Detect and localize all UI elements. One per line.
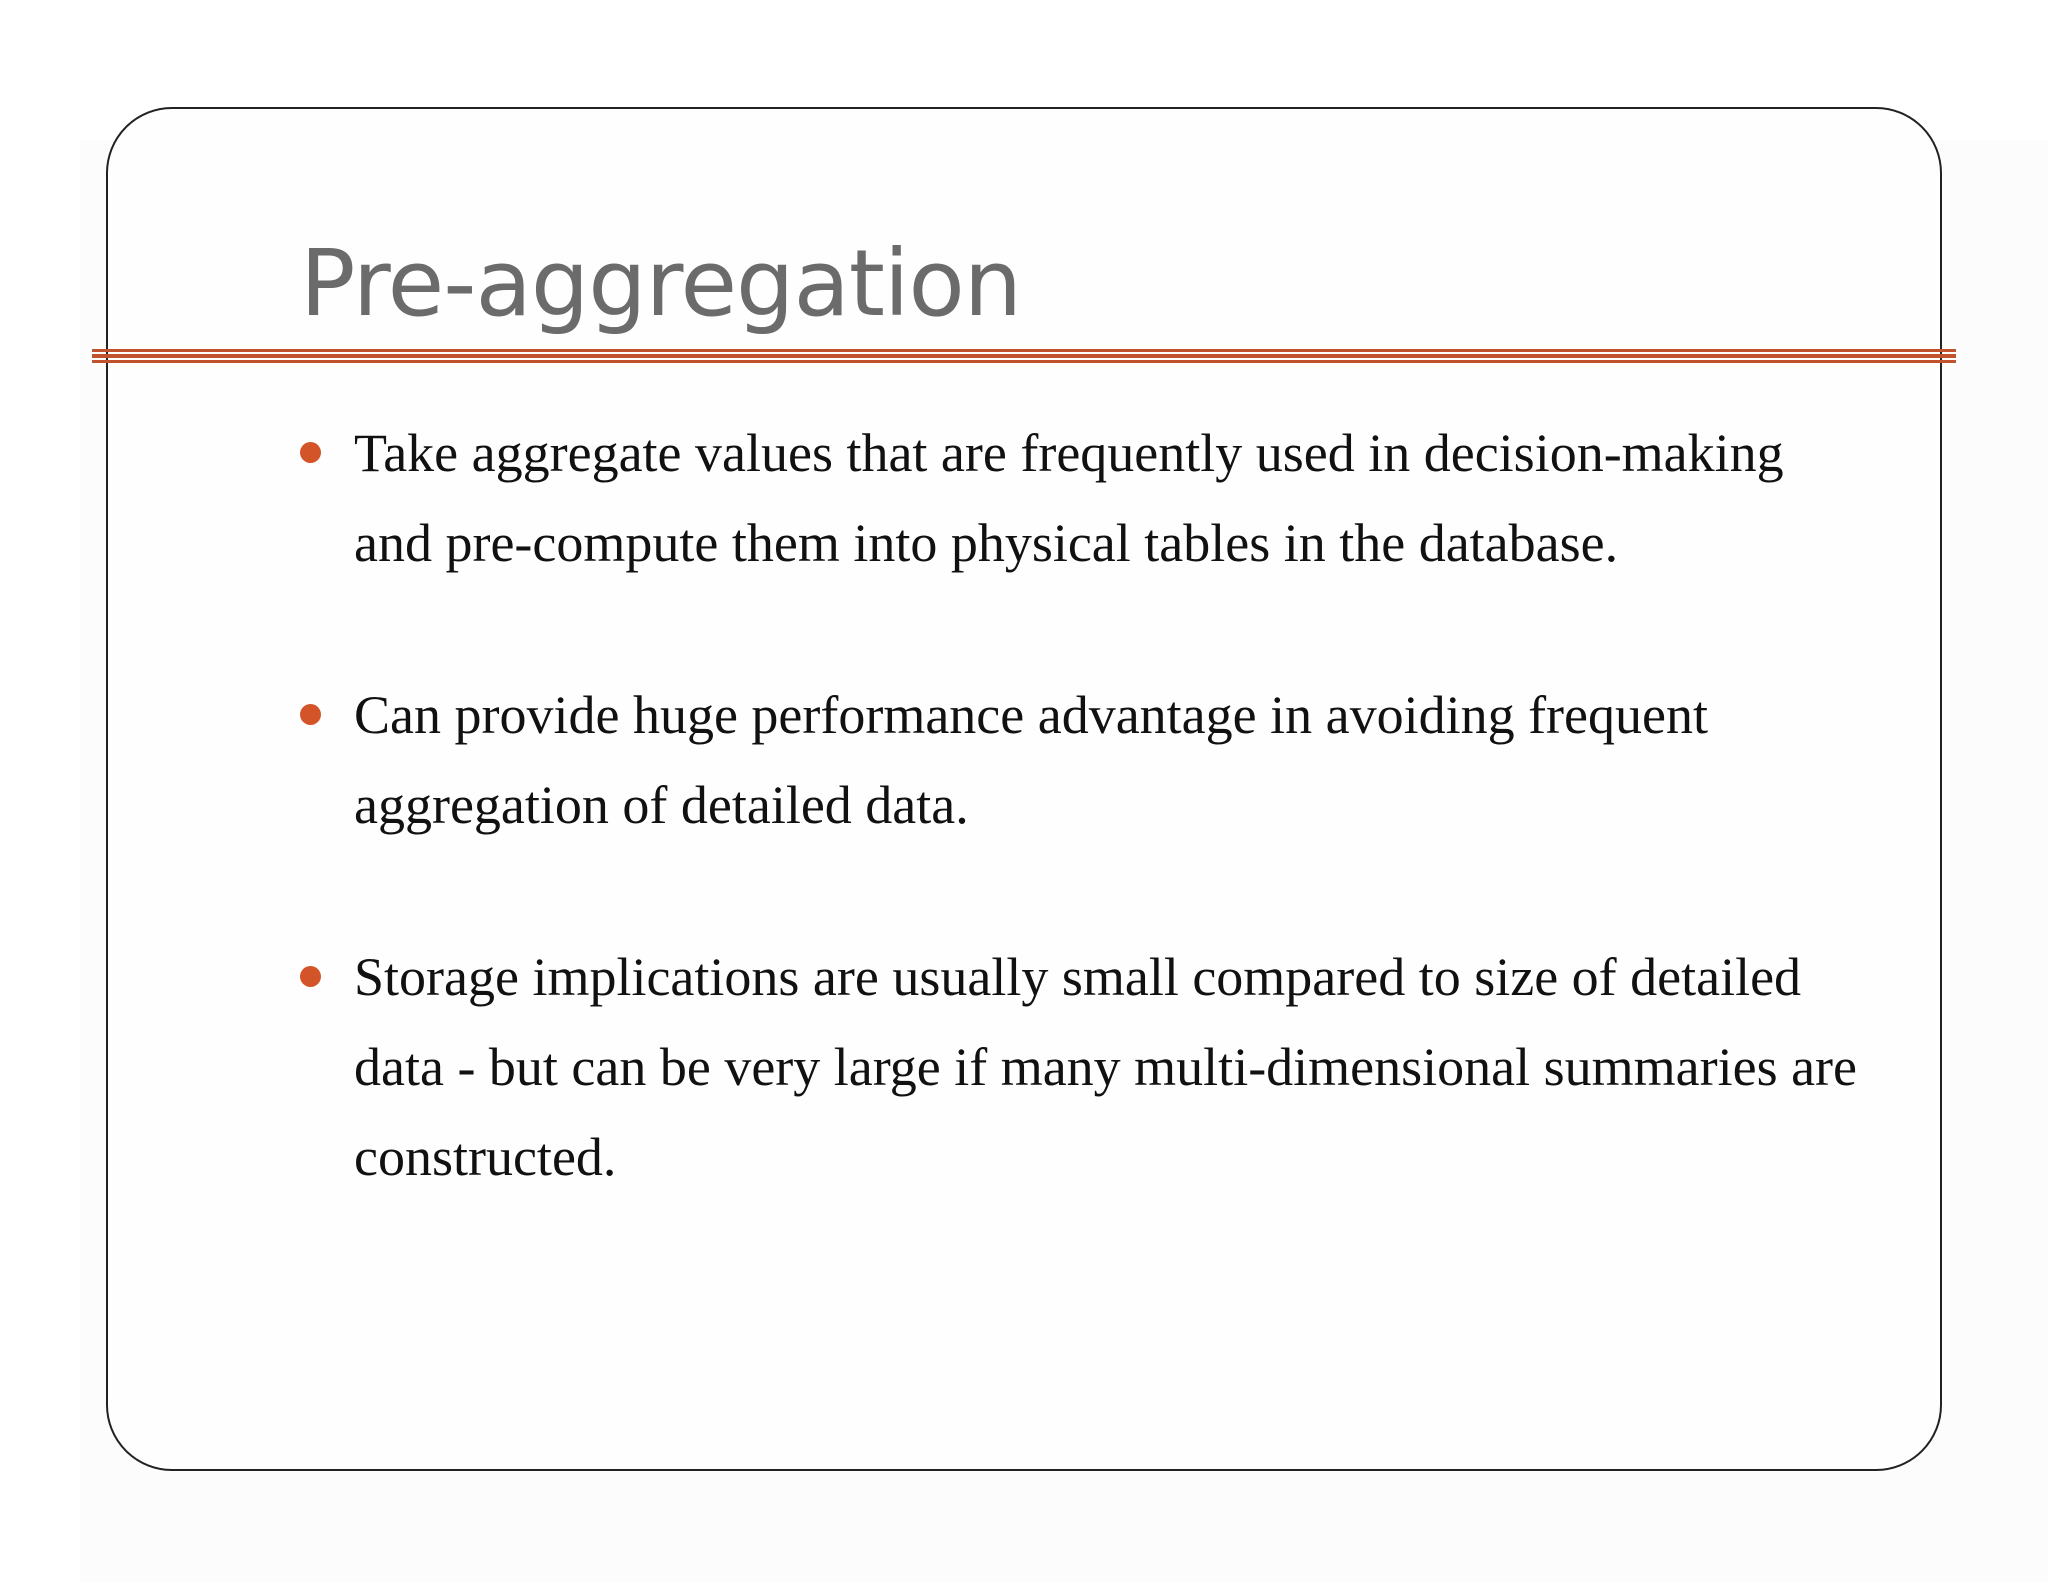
bullet-dot-icon [300, 442, 321, 463]
divider-line-bottom [92, 360, 1956, 363]
bullet-item [300, 408, 1860, 588]
bullet-list [300, 408, 1860, 1284]
bullet-dot-icon [300, 966, 321, 987]
bullet-text: Can provide huge performance advantage in avoiding frequent aggregation of detailed data. [354, 685, 1708, 835]
bullet-dot-icon [300, 704, 321, 725]
bullet-item [300, 932, 1860, 1202]
divider-line-top [92, 349, 1956, 352]
title-divider [92, 349, 1956, 363]
slide-title: Pre-aggregation [300, 230, 1022, 337]
bullet-item [300, 670, 1860, 850]
divider-line-middle [92, 354, 1956, 358]
bullet-text: Storage implications are usually small compared to size of detailed data - but can be very large if many multi-dimensional summaries are constructed. [354, 947, 1858, 1187]
bullet-text: Take aggregate values that are frequently used in decision-making and pre-compute them into physical tables in the database. [354, 423, 1784, 573]
